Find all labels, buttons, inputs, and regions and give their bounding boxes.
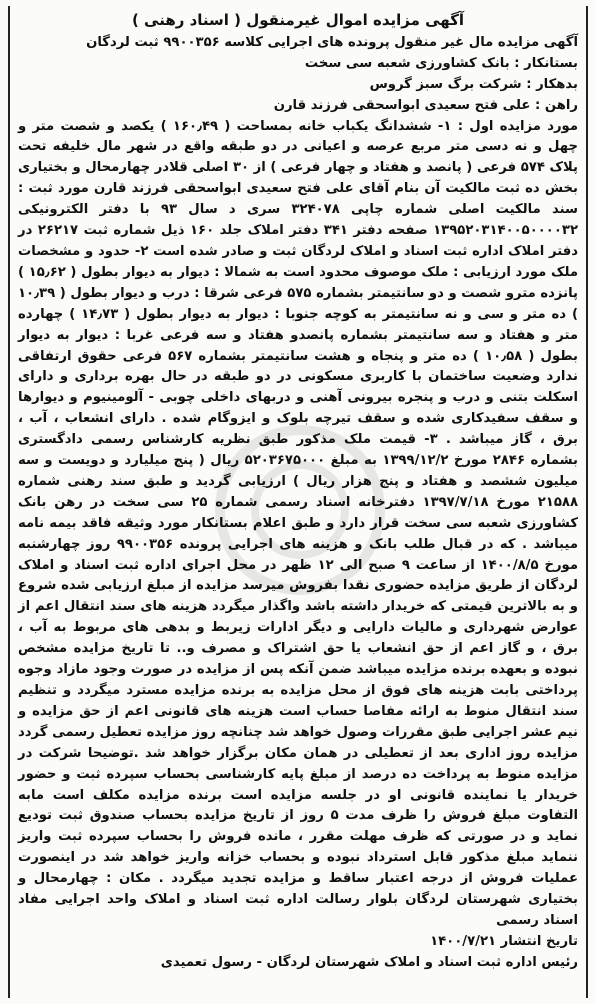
- signature-line: رئیس اداره ثبت اسناد و املاک شهرستان لردگان - رسول تعمیدی: [160, 954, 578, 970]
- notice-body: مورد مزایده اول : ۱- ششدانگ یکباب خانه بمساحت ( ۱۶۰٫۴۹ ) یکصد و شصت متر و چهل و نه دسی متر مربع عرصه و اعیانی در دو طبقه واقع در شهر مال خلیفه تحت پلاک ۵۷۴ فرعی ( پانصد و هفتاد و چهار فرعی ) از ۳۰ اصلی قلادر چهارمحال و بختیاری بخش ده ثبت مالکیت آن بنام آقای علی فتح سعیدی ابواسحقی فرزند قارن مورد ثبت : سند مالکیت اصلی شماره چاپی ۳۲۴۰۷۸ سری د سال ۹۳ با دفتر الکترونیکی ۱۳۹۵۲۰۳۱۴۰۰۵۰۰۰۰۳۲ صفحه دفتر ۳۴۱ دفتر املاک جلد ۱۶۰ ذیل شماره ثبت ۲۶۲۱۷ در دفتر املاک اداره ثبت اسناد و املاک لردگان ثبت و صادر شده است ۲- حدود و مشخصات ملک مورد ارزیابی : ملک موصوف محدود است به شمالا : دیوار به دیوار بطول ( ۱۵٫۶۲ ) پانزده مترو شصت و دو سانتیمتر بشماره ۵۷۵ فرعی شرقا : درب و دیوار بطول ( ۱۰٫۳۹ ) ده متر و سی و نه سانتیمتر به کوچه جنوبا : دیوار به دیوار بطول ( ۱۴٫۷۳ ) چهارده متر و هفتاد و سه سانتیمتر بشماره پانصدو هفتاد و سه فرعی غربا : دیوار به دیوار بطول ( ۱۰٫۵۸ ) ده متر و پنجاه و هشت سانتیمتر بشماره ۵۶۷ فرعی حقوق ارتفاقی ندارد وضعیت ساختمان با کاربری مسکونی در دو طبقه در حال بهره برداری و دارای اسکلت بتنی و درب و پنجره بیرونی آهنی و دربهای داخلی چوبی - آلومینیوم و دیوارها و سقف سفیدکاری شده و سقف تیرچه بلوک و ایزوگام شده . دارای انشعاب ، آب ، برق ، گاز میباشد . ۳- قیمت ملک مذکور طبق نظریه کارشناس رسمی دادگستری بشماره ۲۸۴۶ مورخ ۱۳۹۹/۱۲/۲ به مبلغ ۵۲۰۳۶۷۵۰۰۰ ریال ( پنج میلیارد و دویست و سه میلیون ششصد و هفتاد و پنج هزار ریال ) ارزیابی گردید و طبق سند رهنی شماره ۲۱۵۸۸ مورخ ۱۳۹۷/۷/۱۸ دفترخانه اسناد رسمی شماره ۲۵ سی سخت در رهن بانک کشاورزی شعبه سی سخت قرار دارد و طبق اعلام بستانکار مورد وثیقه فاقد بیمه نامه میباشد . که در قبال طلب بانک و هزینه های اجرایی پرونده ۹۹۰۰۳۵۶ روز چهارشنبه مورخ ۱۴۰۰/۸/۵ از ساعت ۹ صبح الی ۱۲ ظهر در محل اجرای اداره ثبت اسناد و املاک لردگان از طریق مزایده حضوری نقدا بفروش میرسد مزایده از مبلغ ارزیابی شده شروع و به بالاترین قیمتی که خریدار داشته باشد واگذار میگردد هزینه های سند انتقال اعم از عوارض شهرداری و مالیات دارایی و دیگر ادارات زیربط و بدهی های مربوط به آب ، برق ، و گاز اعم از حق انشعاب یا حق اشتراک و مصرف و.. تا تاریخ مزایده مشخص نبوده و بعهده برنده مزایده میباشد ضمن آنکه پس از مزایده در صورت وجود مازاد وجوه پرداختی بابت هزینه های فوق از محل مزایده به برنده مزایده مسترد میگردد و تنظیم سند انتقال منوط به ارائه مفاصا حساب است هزینه های قانونی اعم از حق مزایده و نیم عشر اجرایی طبق مقررات وصول خواهد شد چنانچه روز مزایده تعطیل رسمی گردد مزایده روز اداری بعد از تعطیلی در همان مکان برگزار خواهد شد .توضیحا شرکت در مزایده منوط به پرداخت ده درصد از مبلغ پایه کارشناسی بحساب سپرده ثبت و حضور خریدار یا نماینده قانونی او در جلسه مزایده است برنده مزایده مکلف است مابه التفاوت مبلغ فروش را ظرف مدت ۵ روز از تاریخ مزایده بحساب صندوق ثبت تودیع نماید و در صورتی که ظرف مهلت مقرر ، مانده فروش را بحساب سپرده ثبت واریز ننماید مبلغ مذکور قابل استرداد نبوده و بحساب خزانه واریز خواهد شد در اینصورت عملیات فروش از درجه اعتبار ساقط و مزایده تجدید میگردد . مکان : چهارمحال و بختیاری شهرستان لردگان بلوار رسالت اداره ثبت اسناد و املاک واحد اجرایی مفاد اسناد رسمی: [18, 118, 579, 928]
- notice-intro: آگهی مزایده مال غیر منقول پرونده های اجرایی کلاسه ۹۹۰۰۳۵۶ ثبت لردگان: [86, 34, 578, 50]
- publish-date: تاریخ انتشار ۱۴۰۰/۷/۲۱: [430, 933, 578, 949]
- creditor-line: بستانکار : بانک کشاورزی شعبه سی سخت: [304, 55, 578, 71]
- notice-title: آگهی مزایده اموال غیرمنقول ( اسناد رهنی ): [131, 11, 465, 29]
- mortgagor-line: راهن : علی فتح سعیدی ابواسحقی فرزند قارن: [273, 97, 578, 113]
- debtor-line: بدهکار : شرکت برگ سبز گروس: [369, 76, 578, 92]
- notice-content: [18, 10, 578, 974]
